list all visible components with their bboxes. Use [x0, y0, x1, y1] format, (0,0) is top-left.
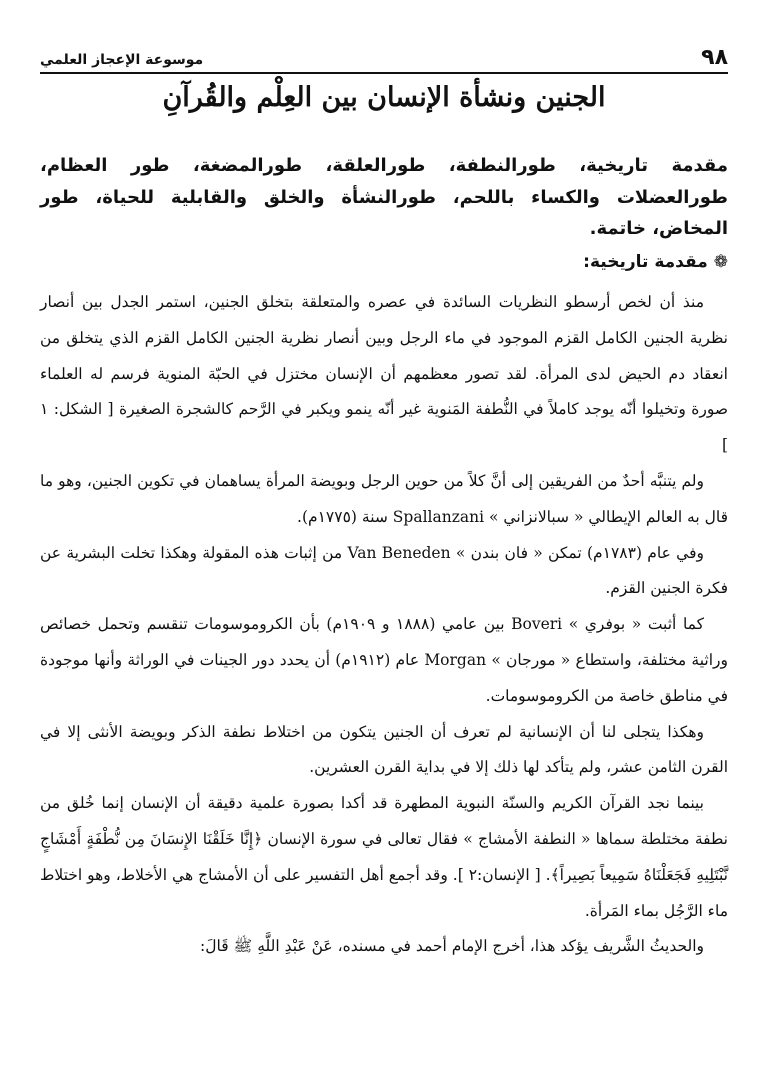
chapter-topics: مقدمة تاريخية، طورالنطفة، طورالعلقة، طورالمضغة، طور العظام، طورالعضلات والكساء باللحم، طورالنشأة والخلق والقابلية للحياة، طور المخاض، خاتمة. [40, 155, 728, 239]
paragraph: كما أثبت « بوفري » Boveri بين عامي (١٨٨٨ و ١٩٠٩م) بأن الكروموسومات تنقسم وتحمل خصائص وراثية مختلفة، واستطاع « مورجان » Morgan عام (١٩١٢م) أن يحدد دور الجينات في الوراثة وأنها موجودة في مناطق خاصة من الكروموسومات. [40, 615, 728, 705]
section-heading [40, 252, 728, 272]
paragraph: منذ أن لخص أرسطو النظريات السائدة في عصره والمتعلقة بتخلق الجنين، استمر الجدل بين أنصار نظرية الجنين الكامل القزم الموجود في ماء الرجل وبين أنصار نظرية الجنين الكامل القزم الذي يتخلق من انعقاد دم الحيض لدى المرأة. لقد تصور معظمهم أن الإنسان مختزل في الحبّة المنوية فرسم له العلماء صورة وتخيلوا أنّه يوجد كاملاً في النُّطفة المَنوية غير أنّه ينمو ويكبر في الرَّحم كالشجرة الصغيرة [ الشكل: ١ ] [40, 293, 728, 455]
flower-bullet-icon: ❁ [713, 252, 728, 272]
section-heading-text: مقدمة تاريخية: [583, 252, 708, 272]
paragraph: وفي عام (١٧٨٣م) تمكن « فان بندن » Van Beneden من إثبات هذه المقولة وهكذا تخلت البشرية عن فكرة الجنين القزم. [40, 543, 728, 598]
paragraph: وهكذا يتجلى لنا أن الإنسانية لم تعرف أن الجنين يتكون من اختلاط نطفة الذكر وبويضة الأنثى إلا في القرن الثامن عشر، ولم يتأكد لها ذلك إلا في بداية القرن العشرين. [40, 722, 728, 777]
chapter-title: الجنين ونشأة الإنسان بين العِلْم والقُرآنِ [162, 82, 606, 113]
paragraph: بينما نجد القرآن الكريم والسنّة النبوية المطهرة قد أكدا بصورة علمية دقيقة أن الإنسان إنما خُلق من نطفة مختلطة سماها « النطفة الأمشاج » فقال تعالى في سورة الإنسان ﴿إِنَّا خَلَقْنَا الإِنسَانَ مِن نُّطْفَةٍ أَمْشَاجٍ نَّبْتَلِيهِ فَجَعَلْنَاهُ سَمِيعاً بَصِيراً﴾. [ الإنسان:٢ ]. وقد أجمع أهل التفسير على أن الأمشاج هي الأخلاط، وهو اختلاط ماء الرَّجُل بماء المَرأة. [40, 794, 728, 920]
running-header [40, 38, 728, 74]
page-number: ٩٨ [701, 45, 728, 70]
paragraph: ولم يتنبَّه أحدٌ من الفريقين إلى أنَّ كلاً من حوين الرجل وبويضة المرأة يساهمان في تكوين الجنين، وهو ما قال به العالم الإيطالي « سبالانزاني » Spallanzani سنة (١٧٧٥م). [40, 471, 728, 526]
paragraph: والحديثُ الشَّريف يؤكد هذا، أخرج الإمام أحمد في مسنده، عَنْ عَبْدِ اللَّهِ ﷺ قَالَ: [200, 937, 704, 956]
body-text [40, 285, 728, 965]
book-title: موسوعة الإعجاز العلمي [40, 52, 204, 68]
